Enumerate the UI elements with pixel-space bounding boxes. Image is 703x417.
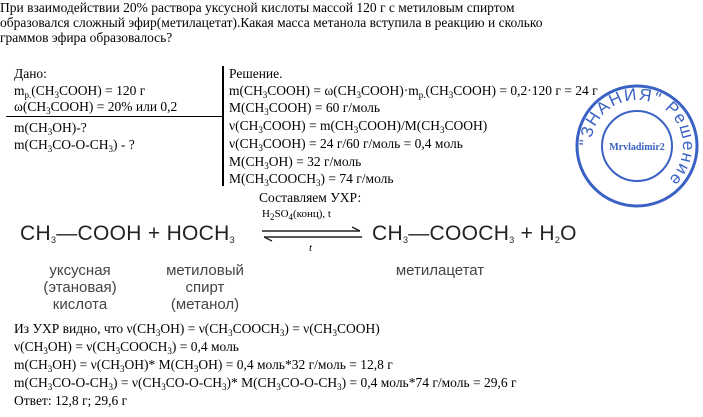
given-solution-divider bbox=[222, 66, 224, 186]
catalyst-text: $H_2SO_4(конц)$, t bbox=[262, 208, 331, 222]
solution-line: $M(CH_3COOCH_3) = 74$ г/моль bbox=[229, 171, 394, 188]
svg-text:"ЗНАНИЯ" Решение: "ЗНАНИЯ" Решение bbox=[575, 84, 699, 191]
solution-line: $\nu(CH_3COOH)$ = $m(CH_3COOH)/M(CH_3COOH)$ bbox=[229, 118, 488, 135]
acid-label-line: кислота bbox=[52, 296, 108, 313]
stamp-seal bbox=[574, 83, 700, 209]
catalyst-label bbox=[262, 208, 331, 220]
given-line: $m(CH_3CO-O-CH_3)$ - ? bbox=[14, 137, 135, 154]
given-line: $m(CH_3OH)-$? bbox=[14, 120, 87, 137]
solution-line: $M(CH_3COOH) = 60$ г/моль bbox=[229, 100, 381, 117]
conclusion-line: $\nu(CH_3OH)$ = $\nu(CH_3COOCH_3) = 0,4$ моль bbox=[14, 339, 239, 356]
acid-label-line: (этановая) bbox=[43, 279, 117, 296]
given-line: $\omega(CH_3COOH) = 20\%$ или 0,2 bbox=[14, 99, 178, 116]
below-arrow-label: t bbox=[309, 242, 313, 254]
solution-heading: Решение. bbox=[229, 66, 283, 81]
conclusion-line: $m(CH_3OH) = \nu(CH_3OH)*$ $M(CH_3OH) = 0,4$ моль*32 г/моль = 12,8 г bbox=[14, 357, 393, 374]
equilibrium-arrow bbox=[260, 226, 364, 242]
problem-line: граммов эфира образовалось? bbox=[0, 30, 173, 45]
problem-statement bbox=[0, 0, 640, 45]
conclusion-line: $m(CH_3CO-O-CH_3) = \nu(CH_3CO-O-CH_3)*$ $M(CH_3CO-O-CH_3) = 0,4$ моль*74 г/моль = 29,6 г bbox=[14, 375, 517, 392]
ester-label bbox=[380, 262, 500, 279]
ester-label-line: метилацетат bbox=[395, 262, 485, 279]
conclusion-line: Из УХР видно, что $\nu(CH_3OH)$ = $\nu(CH_3COOCH_3)$ = $\nu(CH_3COOH)$ bbox=[14, 321, 380, 338]
alcohol-label bbox=[155, 262, 255, 313]
acid-label-line: уксусная bbox=[49, 262, 111, 279]
solution-line: $M(CH_3OH) = 32$ г/моль bbox=[229, 154, 362, 171]
answer-line: Ответ: 12,8 г; 29,6 г bbox=[14, 393, 128, 408]
solution-line: $\nu(CH_3COOH) = 24$ г/60 г/моль = 0,4 моль bbox=[229, 136, 463, 153]
given-heading: Дано: bbox=[14, 66, 47, 81]
acid-label bbox=[40, 262, 120, 313]
equation-reactants: $CH_3—COOH$ + $HOCH_3$ bbox=[20, 222, 235, 245]
alcohol-label-line: (метанол) bbox=[170, 296, 240, 313]
equation-heading: Составляем УХР: bbox=[259, 190, 362, 205]
alcohol-label-line: метиловый bbox=[166, 262, 244, 279]
given-line: $m_{р.}(CH_3COOH) = 120$ г bbox=[14, 83, 146, 100]
problem-line: образовался сложный эфир(метилацетат).Какая масса метанола вступила в реакцию и сколько bbox=[0, 15, 543, 30]
svg-text:Mrvladimir2: Mrvladimir2 bbox=[609, 142, 665, 153]
equation-products: $CH_3—COOCH_3 + H_2O$ bbox=[372, 222, 577, 245]
given-divider bbox=[6, 116, 222, 117]
alcohol-label-line: спирт bbox=[185, 279, 225, 296]
solution-line: $m(CH_3COOH)$ = $\omega(CH_3COOH)\cdot m_{р.}(CH_3COOH) = 0,2\cdot 120$ г = 24 г bbox=[229, 83, 598, 100]
problem-line: При взаимодействии 20% раствора уксусной кислоты массой 120 г с метиловым спиртом bbox=[0, 0, 515, 15]
